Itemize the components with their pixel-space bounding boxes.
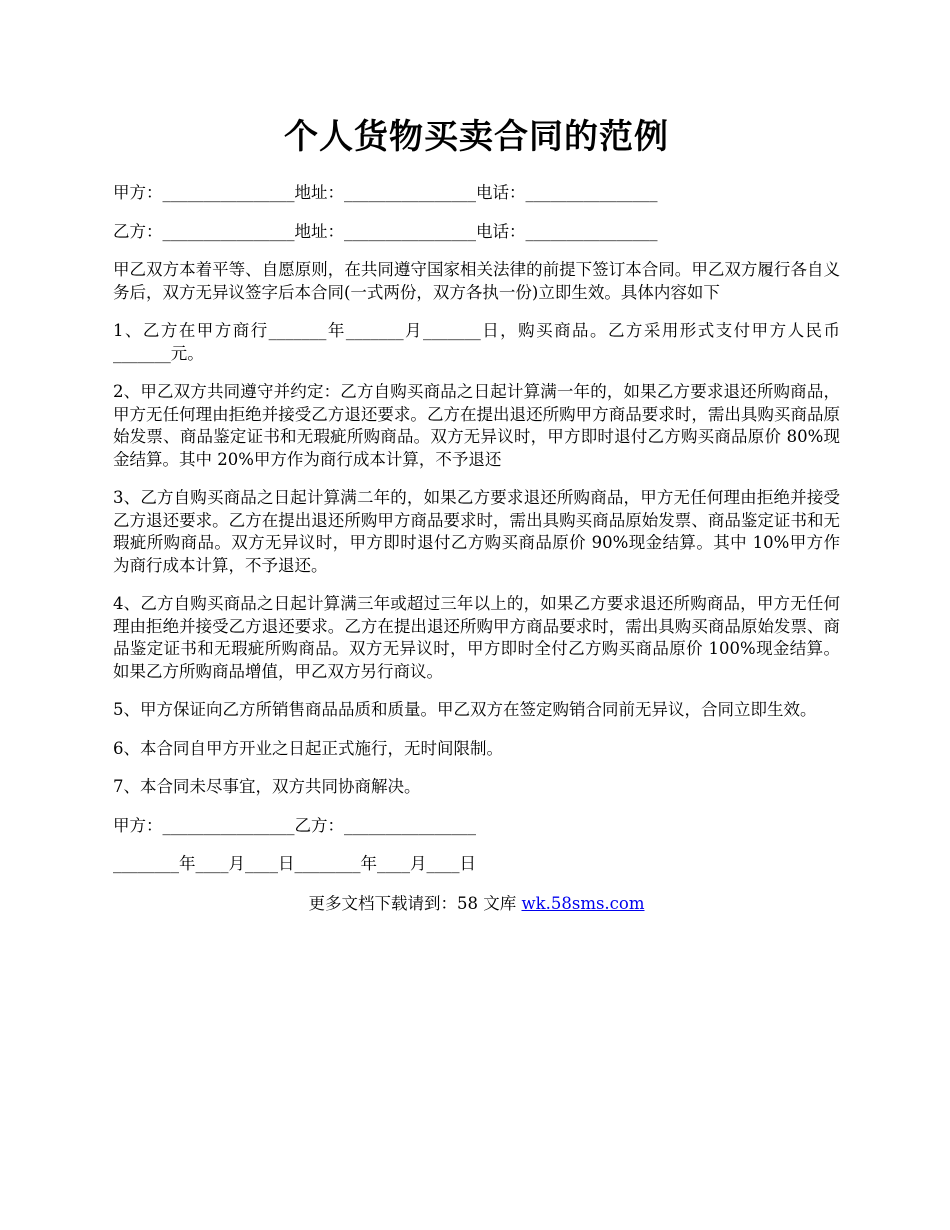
- clause-1: 1、乙方在甲方商行_______年_______月_______日，购买商品。乙方采用形式支付甲方人民币_______元。: [113, 321, 840, 363]
- signature-line: 甲方：________________乙方：________________: [113, 815, 476, 835]
- clause-6: 6、本合同自甲方开业之日起正式施行，无时间限制。: [113, 738, 503, 758]
- party-a-line: 甲方：________________地址：________________电话：________________: [113, 183, 658, 202]
- clause-4: 4、乙方自购买商品之日起计算满三年或超过三年以上的，如果乙方要求退还所购商品，甲方无任何理由拒绝并接受乙方退还要求。乙方在提出退还所购甲方商品要求时，需出具购买商品原始发票、商品鉴定证书和无瑕疵所购商品。双方无异议时，甲方即时全付乙方购买商品原价 100%现金结算。如果乙方所购商品增值，甲乙双方另行商议。: [113, 594, 840, 681]
- date-line: ________年____月____日________年____月____日: [113, 854, 476, 873]
- footer-link[interactable]: wk.58sms.com: [521, 893, 645, 913]
- party-b-line: 乙方：________________地址：________________电话：________________: [113, 221, 658, 241]
- clause-5: 5、甲方保证向乙方所销售商品品质和质量。甲乙双方在签定购销合同前无异议，合同立即生效。: [113, 700, 817, 719]
- intro-paragraph: 甲乙双方本着平等、自愿原则，在共同遵守国家相关法律的前提下签订本合同。甲乙双方履行各自义务后，双方无异议签字后本合同(一式两份，双方各执一份)立即生效。具体内容如下: [113, 260, 840, 302]
- clause-2: 2、甲乙双方共同遵守并约定：乙方自购买商品之日起计算满一年的，如果乙方要求退还所购商品，甲方无任何理由拒绝并接受乙方退还要求。乙方在提出退还所购甲方商品要求时，需出具购买商品原始发票、商品鉴定证书和无瑕疵所购商品。双方无异议时，甲方即时退付乙方购买商品原价 80%现金结算。其中 20%甲方作为商行成本计算，不予退还: [113, 382, 840, 469]
- footer-download-line: [113, 893, 840, 916]
- clause-3: 3、乙方自购买商品之日起计算满二年的，如果乙方要求退还所购商品，甲方无任何理由拒绝并接受乙方退还要求。乙方在提出退还所购甲方商品要求时，需出具购买商品原始发票、商品鉴定证书和无瑕疵所购商品。双方无异议时，甲方即时退付乙方购买商品原价 90%现金结算。其中 10%甲方作为商行成本计算，不予退还。: [113, 488, 840, 575]
- document-page: [113, 0, 840, 915]
- document-title: 个人货物买卖合同的范例: [284, 117, 669, 157]
- footer-prefix: 更多文档下载请到：58 文库: [308, 893, 522, 913]
- clause-7: 7、本合同未尽事宜，双方共同协商解决。: [113, 777, 421, 796]
